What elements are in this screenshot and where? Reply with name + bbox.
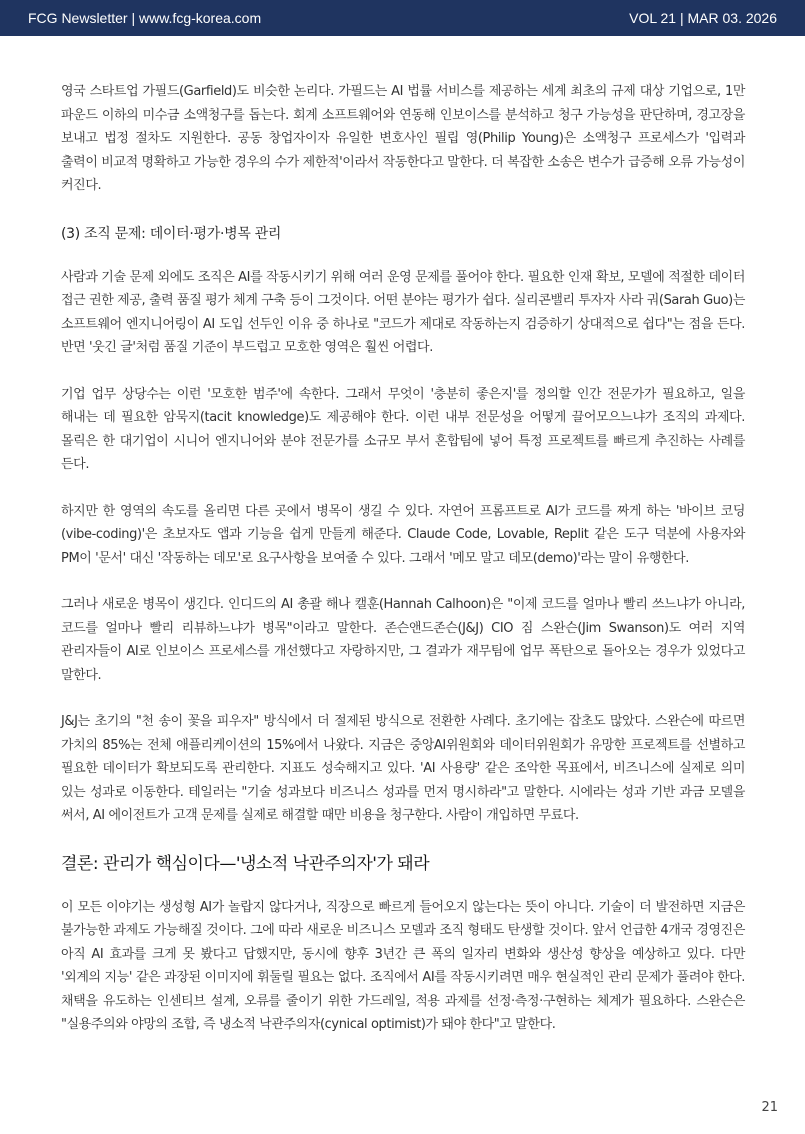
paragraph-garfield: 영국 스타트업 가필드(Garfield)도 비슷한 논리다. 가필드는 AI 법률 서비스를 제공하는 세계 최초의 규제 대상 기업으로, 1만 파운드 이하의 미수금 소액청구를 돕는다. 회계 소프트웨어와 연동해 인보이스를 분석하고 청구 가능성을 판단하며, 경고장을 보내고 법정 절차도 지원한다. 공동 창업자이자 유일한 변호사인 필립 영(Philip Young)은 소액청구 프로세스가 '입력과 출력이 비교적 명확하고 가능한 경우의 수가 제한적'이라서 작동한다고 말한다. 더 복잡한 소송은 변수가 급증해 오류 가능성이 커진다.	[61, 84, 745, 193]
newsletter-title: FCG Newsletter | www.fcg-korea.com	[28, 10, 262, 26]
newsletter-header	[0, 0, 805, 36]
conclusion-heading: 결론: 관리가 핵심이다—'냉소적 낙관주의자'가 돼라	[61, 853, 430, 874]
paragraph-conclusion: 이 모든 이야기는 생성형 AI가 놀랍지 않다거나, 직장으로 빠르게 들어오지 않는다는 뜻이 아니다. 기술이 더 발전하면 지금은 불가능한 과제도 가능해질 것이다. 그에 따라 새로운 비즈니스 모델과 조직 형태도 탄생할 것이다. 앞서 언급한 4개국 경영진은 아직 AI 효과를 크게 못 봤다고 답했지만, 동시에 향후 3년간 큰 폭의 일자리 변화와 생산성 향상을 예상하고 있다. 다만 '외계의 지능' 같은 과장된 이미지에 휘둘릴 필요는 없다. 조직에서 AI를 작동시키려면 매우 현실적인 관리 문제가 풀려야 한다. 채택을 유도하는 인센티브 설계, 오류를 줄이기 위한 가드레일, 적용 과제를 선정·측정·구현하는 체계가 필요하다. 스완슨은 "실용주의와 야망의 조합, 즉 냉소적 낙관주의자(cynical optimist)가 돼야 한다"고 말한다.	[61, 899, 745, 1032]
page-number: 21	[761, 1100, 778, 1115]
paragraph-jnj-case: J&J는 초기의 "천 송이 꽃을 피우자" 방식에서 더 절제된 방식으로 전환한 사례다. 초기에는 잡초도 많았다. 스완슨에 따르면 가치의 85%는 전체 애플리케이션의 15%에서 나왔다. 지금은 중앙AI위원회와 데이터위원회가 유망한 프로젝트를 선별하고 필요한 데이터가 확보되도록 관리한다. 지표도 성숙해지고 있다. 'AI 사용량' 같은 조악한 목표에서, 비즈니스에 실제로 의미 있는 성과로 이동한다. 테일러는 "기술 성과보다 비즈니스 성과를 먼저 명시하라"고 말한다. 시에라는 성과 기반 과금 모델을 써서, AI 에이전트가 고객 문제를 실제로 해결할 때만 비용을 청구한다. 사람이 개입하면 무료다.	[61, 714, 745, 823]
article-body	[61, 80, 745, 1037]
issue-date: VOL 21 | MAR 03. 2026	[629, 10, 777, 26]
subheading-organization: (3) 조직 문제: 데이터·평가·병목 관리	[61, 225, 282, 242]
paragraph-ambiguous-category: 기업 업무 상당수는 이런 '모호한 범주'에 속한다. 그래서 무엇이 '충분히 좋은지'를 정의할 인간 전문가가 필요하고, 일을 해내는 데 필요한 암묵지(tacit knowledge)도 제공해야 한다. 이런 내부 전문성을 어떻게 끌어모으느냐가 조직의 과제다. 몰릭은 한 대기업이 시니어 엔지니어와 분야 전문가를 소규모 부서 혼합팀에 넣어 특정 프로젝트를 빠르게 추진하는 사례를 든다.	[61, 386, 745, 472]
paragraph-new-bottleneck: 그러나 새로운 병목이 생긴다. 인디드의 AI 총괄 해나 캘훈(Hannah Calhoon)은 "이제 코드를 얼마나 빨리 쓰느냐가 아니라, 코드를 얼마나 빨리 리뷰하느냐가 병목"이라고 말한다. 존슨앤드존슨(J&J) CIO 짐 스완슨(Jim Swanson)도 여러 지역 관리자들이 AI로 인보이스 프로세스를 개선했다고 자랑하지만, 그 결과가 재무팀에 업무 폭탄으로 돌아오는 경우가 있었다고 말한다.	[61, 597, 745, 683]
paragraph-org-problems: 사람과 기술 문제 외에도 조직은 AI를 작동시키기 위해 여러 운영 문제를 풀어야 한다. 필요한 인재 확보, 모델에 적절한 데이터 접근 권한 제공, 출력 품질 평가 체계 구축 등이 그것이다. 어떤 분야는 평가가 쉽다. 실리콘밸리 투자자 사라 궈(Sarah Guo)는 소프트웨어 엔지니어링이 AI 도입 선두인 이유 중 하나로 "코드가 제대로 작동하는지 검증하기 상대적으로 쉽다"는 점을 든다. 반면 '웃긴 글'처럼 품질 기준이 부드럽고 모호한 영역은 훨씬 어렵다.	[61, 269, 745, 355]
paragraph-vibe-coding: 하지만 한 영역의 속도를 올리면 다른 곳에서 병목이 생길 수 있다. 자연어 프롬프트로 AI가 코드를 짜게 하는 '바이브 코딩(vibe-coding)'은 초보자도 앱과 기능을 쉽게 만들게 해준다. Claude Code, Lovable, Replit 같은 도구 덕분에 사용자와 PM이 '문서' 대신 '작동하는 데모'로 요구사항을 보여줄 수 있다. 그래서 '메모 말고 데모(demo)'라는 말이 유행한다.	[61, 503, 745, 566]
